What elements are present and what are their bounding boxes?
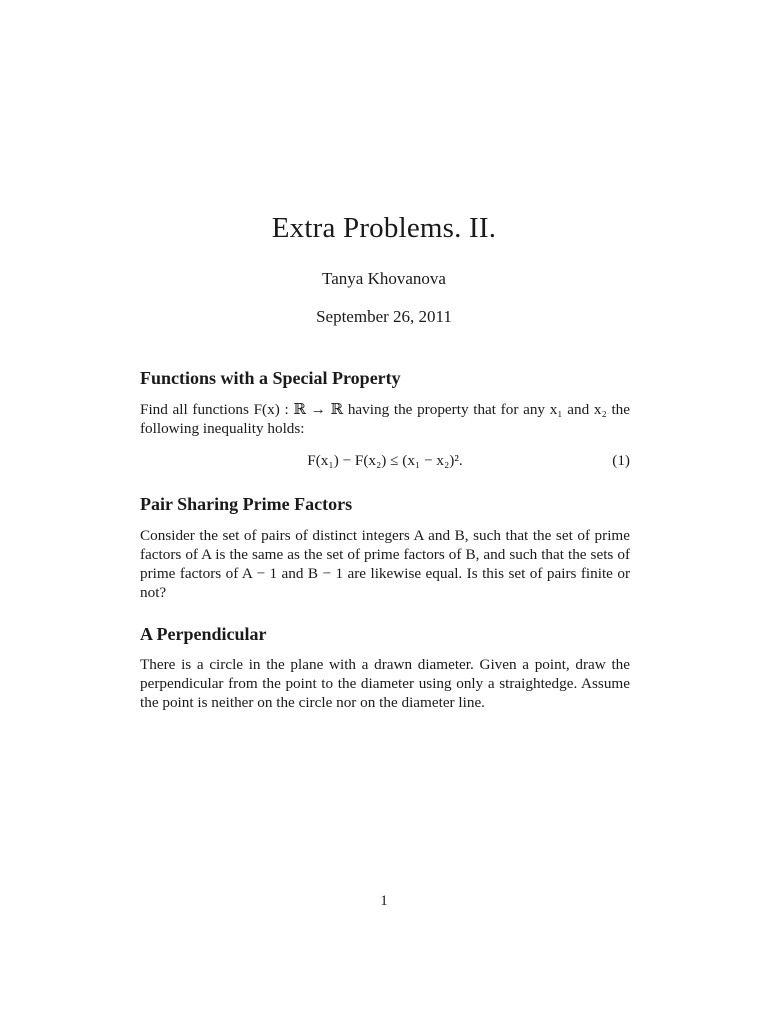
section-paragraph-functions: Find all functions F(x) : ℝ → ℝ having the property that for any x₁ and x₂ the following inequality holds: (140, 401, 630, 437)
equation-1 (140, 452, 630, 472)
document-title: Extra Problems. II. (271, 212, 497, 244)
document-date: September 26, 2011 (316, 307, 452, 326)
section-heading-perpendicular: A Perpendicular (140, 624, 267, 644)
page-number: 1 (380, 893, 388, 909)
equation-expression: F(x₁) − F(x₂) ≤ (x₁ − x₂)². (307, 452, 463, 469)
author-name: Tanya Khovanova (322, 269, 446, 288)
section-heading-prime-factors: Pair Sharing Prime Factors (140, 494, 353, 514)
section-paragraph-prime-factors: Consider the set of pairs of distinct integers A and B, such that the set of prime factors of A is the same as the set of prime factors of B, and such that the sets of prime factors of A − 1 and B − 1 are likewise equal. Is this set of pairs finite or not? (140, 527, 630, 601)
equation-number: (1) (612, 452, 630, 469)
section-heading-functions: Functions with a Special Property (140, 368, 401, 388)
section-paragraph-perpendicular: There is a circle in the plane with a drawn diameter. Given a point, draw the perpendicular from the point to the diameter using only a straightedge. Assume the point is neither on the circle nor on the diameter line. (140, 656, 630, 711)
